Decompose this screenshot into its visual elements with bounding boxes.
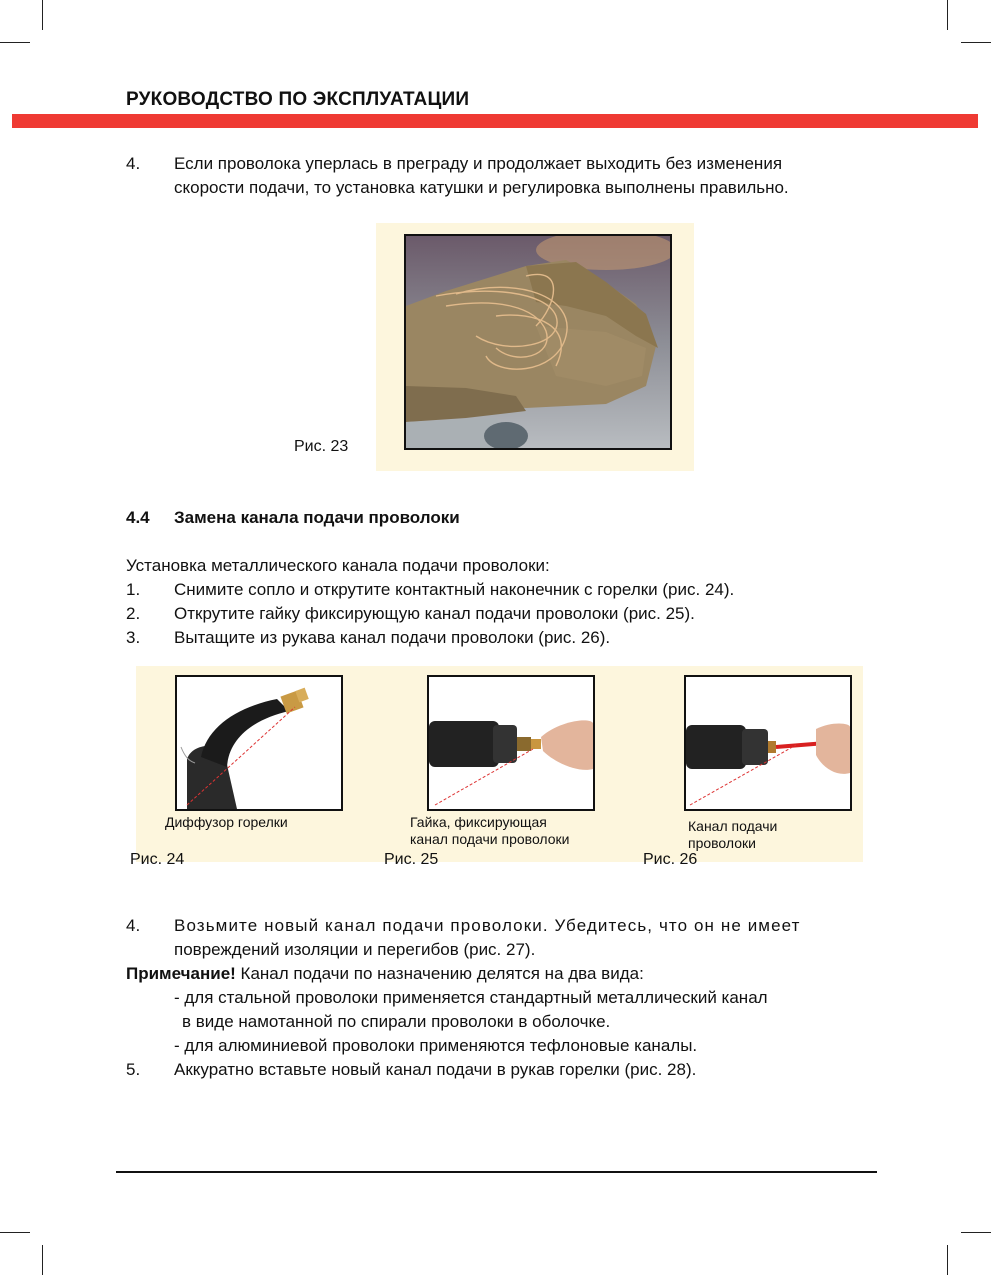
step-text-line: Возьмите новый канал подачи проволоки. Убедитесь, что он не имеет [174, 916, 801, 935]
crop-mark [947, 0, 948, 30]
figure-26-label-line2: проволоки [688, 835, 756, 851]
page-header-title: РУКОВОДСТВО ПО ЭКСПЛУАТАЦИИ [126, 89, 470, 110]
figure-25-photo [427, 675, 595, 811]
figure-23-caption: Рис. 23 [294, 438, 349, 455]
crop-mark [42, 1245, 43, 1275]
torch-diffuser-image [177, 677, 341, 809]
crop-mark [947, 1245, 948, 1275]
crop-mark [961, 42, 991, 43]
step-text-line: Если проволока уперлась в преграду и продолжает выходить без изменения [174, 154, 783, 173]
figure-24-label: Диффузор горелки [165, 814, 288, 830]
step-text-line: скорости подачи, то установка катушки и регулировка выполнены правильно. [174, 178, 789, 197]
figure-25-caption: Рис. 25 [384, 851, 439, 868]
figure-26-label: Канал подачи [688, 818, 778, 834]
figure-24-caption: Рис. 24 [130, 851, 185, 868]
step-text: Открутите гайку фиксирующую канал подачи проволоки (рис. 25). [174, 604, 695, 623]
step-number: 4. [126, 154, 141, 173]
header-accent-bar [12, 114, 978, 128]
step-text: Аккуратно вставьте новый канал подачи в рукав горелки (рис. 28). [174, 1060, 697, 1079]
crop-mark [0, 42, 30, 43]
crop-mark [0, 1232, 30, 1233]
figure-26-photo [684, 675, 852, 811]
step-number: 5. [126, 1060, 141, 1079]
note-label: Примечание! [126, 964, 236, 983]
note-paragraph [126, 962, 644, 986]
figure-24-photo [175, 675, 343, 811]
footer-rule [116, 1171, 877, 1173]
step-text: Снимите сопло и открутите контактный наконечник с горелки (рис. 24). [174, 580, 735, 599]
note-item-continued: в виде намотанной по спирали проволоки в оболочке. [182, 1012, 611, 1031]
install-intro: Установка металлического канала подачи проволоки: [126, 556, 550, 575]
glove-photo-image [406, 236, 670, 448]
torch-nut-image [429, 677, 593, 809]
note-item: - для алюминиевой проволоки применяются тефлоновые каналы. [174, 1036, 698, 1055]
step-number: 4. [126, 916, 141, 935]
wire-channel-image [686, 677, 850, 809]
crop-mark [42, 0, 43, 30]
figure-23-photo [404, 234, 672, 450]
step-number: 2. [126, 604, 141, 623]
section-title: Замена канала подачи проволоки [174, 508, 460, 527]
figure-25-label-line2: канал подачи проволоки [410, 831, 570, 847]
section-number: 4.4 [126, 508, 150, 527]
step-text: Вытащите из рукава канал подачи проволоки (рис. 26). [174, 628, 611, 647]
step-number: 3. [126, 628, 141, 647]
step-number: 1. [126, 580, 141, 599]
figure-25-label: Гайка, фиксирующая [410, 814, 547, 830]
figure-26-caption: Рис. 26 [643, 851, 698, 868]
note-text: Канал подачи по назначению делятся на два вида: [235, 964, 644, 983]
note-item: - для стальной проволоки применяется стандартный металлический канал [174, 988, 768, 1007]
step-text-line: повреждений изоляции и перегибов (рис. 27). [174, 940, 536, 959]
crop-mark [961, 1232, 991, 1233]
